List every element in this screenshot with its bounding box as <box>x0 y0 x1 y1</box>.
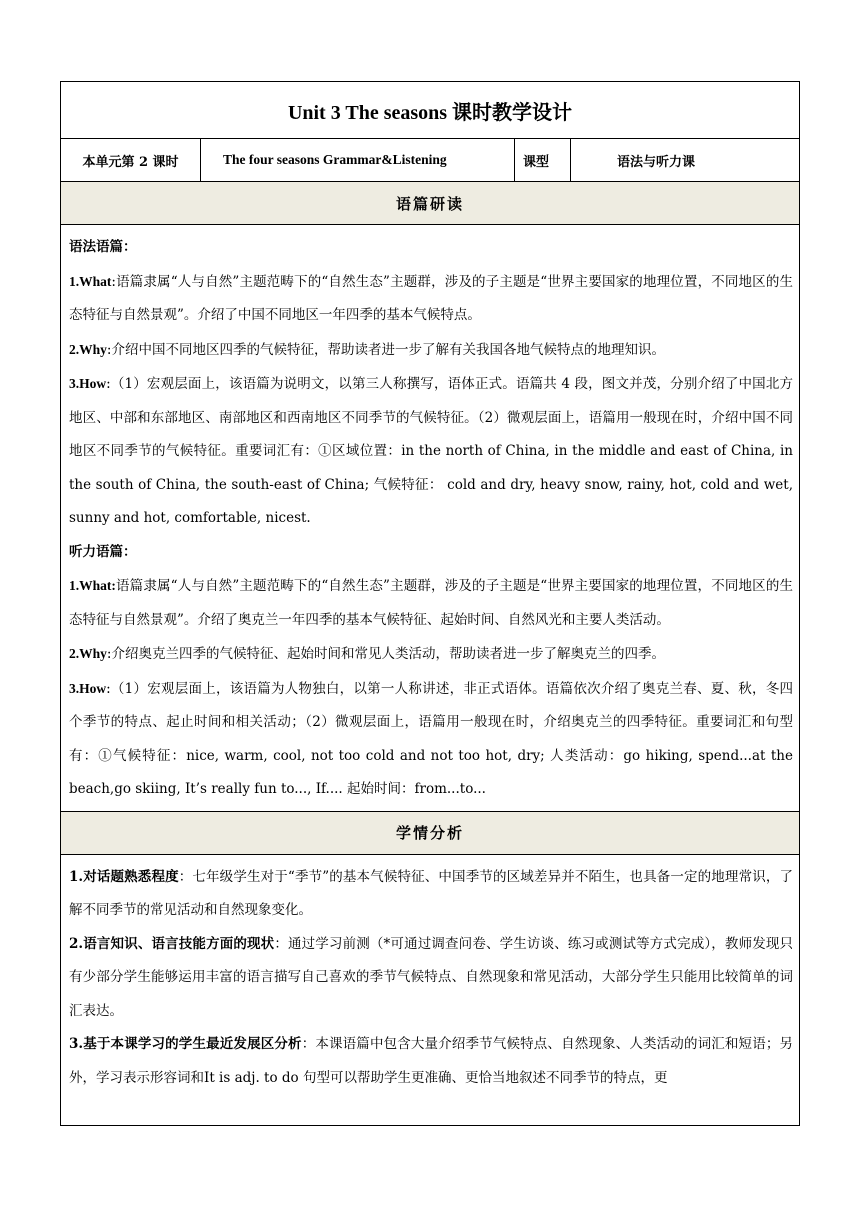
analysis-section-body <box>61 855 799 1100</box>
page-title: Unit 3 The seasons 课时教学设计 <box>287 101 573 124</box>
grammar-what-paragraph: 1.What:语篇隶属“人与自然”主题范畴下的“自然生态”主题群，涉及的子主题是“世界主要国家的地理位置，不同地区的生态特征与自然景观”。介绍了中国不同地区一年四季的基本气候特点。 <box>69 273 793 323</box>
lesson-topic-cell: The four seasons Grammar&Listening <box>201 139 515 181</box>
lesson-plan-table <box>60 81 800 1126</box>
grammar-subtitle: 语法语篇： <box>69 239 137 255</box>
lesson-number-cell: 本单元第 2 课时 <box>61 139 201 181</box>
analysis-section-header: 学情分析 <box>61 812 799 855</box>
analysis-paragraph-2: 2.语言知识、语言技能方面的现状：通过学习前测（*可通过调查问卷、学生访谈、练习或测试等方式完成），教师发现只有少部分学生能够运用丰富的语言描写自己喜欢的季节气候特点、自然现象和常见活动，大部分学生只能用比较简单的词汇表达。 <box>69 935 794 1019</box>
listening-subtitle: 听力语篇： <box>69 543 137 560</box>
lesson-type-label-cell: 课型 <box>515 139 571 181</box>
analysis-paragraph-1: 1.对话题熟悉程度：七年级学生对于“季节”的基本气候特征、中国季节的区域差异并不陌生，也具备一定的地理常识，了解不同季节的常见活动和自然现象变化。 <box>69 868 793 918</box>
listening-how-paragraph: 3.How:（1）宏观层面上，该语篇为人物独白，以第一人称讲述，非正式语体。语篇依次介绍了奥克兰春、夏、秋，冬四个季节的特点、起止时间和相关活动；（2）微观层面上，语篇用一般现在时，介绍奥克兰的四季特征。重要词汇和句型有：①气候特征：nice, warm, cool, not too cold and not too hot, dry; 人类活动：go hiking, spend...at the beach,go skiing, It’s really fun to..., If.... 起始时间：from...to... <box>69 680 793 797</box>
reading-section-body <box>61 225 799 812</box>
info-row <box>61 139 799 182</box>
reading-section-header: 语篇研读 <box>61 182 799 225</box>
lesson-type-value-cell: 语法与听力课 <box>617 154 696 170</box>
grammar-how-paragraph: 3.How:（1）宏观层面上，该语篇为说明文，以第三人称撰写，语体正式。语篇共 4 段，图文并茂，分别介绍了中国北方地区、中部和东部地区、南部地区和西南地区不同季节的气候特征。（2）微观层面上，语篇用一般现在时，介绍中国不同地区不同季节的气候特征。重要词汇有：①区域位置：in the north of China, in the middle and east of China, in the south of China, the south-east of China; 气候特征： cold and dry, heavy snow, rainy, hot, cold and wet, sunny and hot, comfortable, nicest. <box>69 376 793 526</box>
title-row <box>61 82 799 139</box>
grammar-why-paragraph: 2.Why:介绍中国不同地区四季的气候特征，帮助读者进一步了解有关我国各地气候特点的地理知识。 <box>69 341 665 358</box>
listening-what-paragraph: 1.What:语篇隶属“人与自然”主题范畴下的“自然生态”主题群，涉及的子主题是“世界主要国家的地理位置，不同地区的生态特征与自然景观”。介绍了奥克兰一年四季的基本气候特征、起始时间、自然风光和主要人类活动。 <box>69 578 793 628</box>
listening-why-paragraph: 2.Why:介绍奥克兰四季的气候特征、起始时间和常见人类活动，帮助读者进一步了解奥克兰的四季。 <box>69 646 665 662</box>
analysis-paragraph-3: 3.基于本课学习的学生最近发展区分析：本课语篇中包含大量介绍季节气候特点、自然现象、人类活动的词汇和短语；另外，学习表示形容词和It is adj. to do 句型可以帮助学生更准确、更恰当地叙述不同季节的特点，更 <box>69 1036 794 1086</box>
